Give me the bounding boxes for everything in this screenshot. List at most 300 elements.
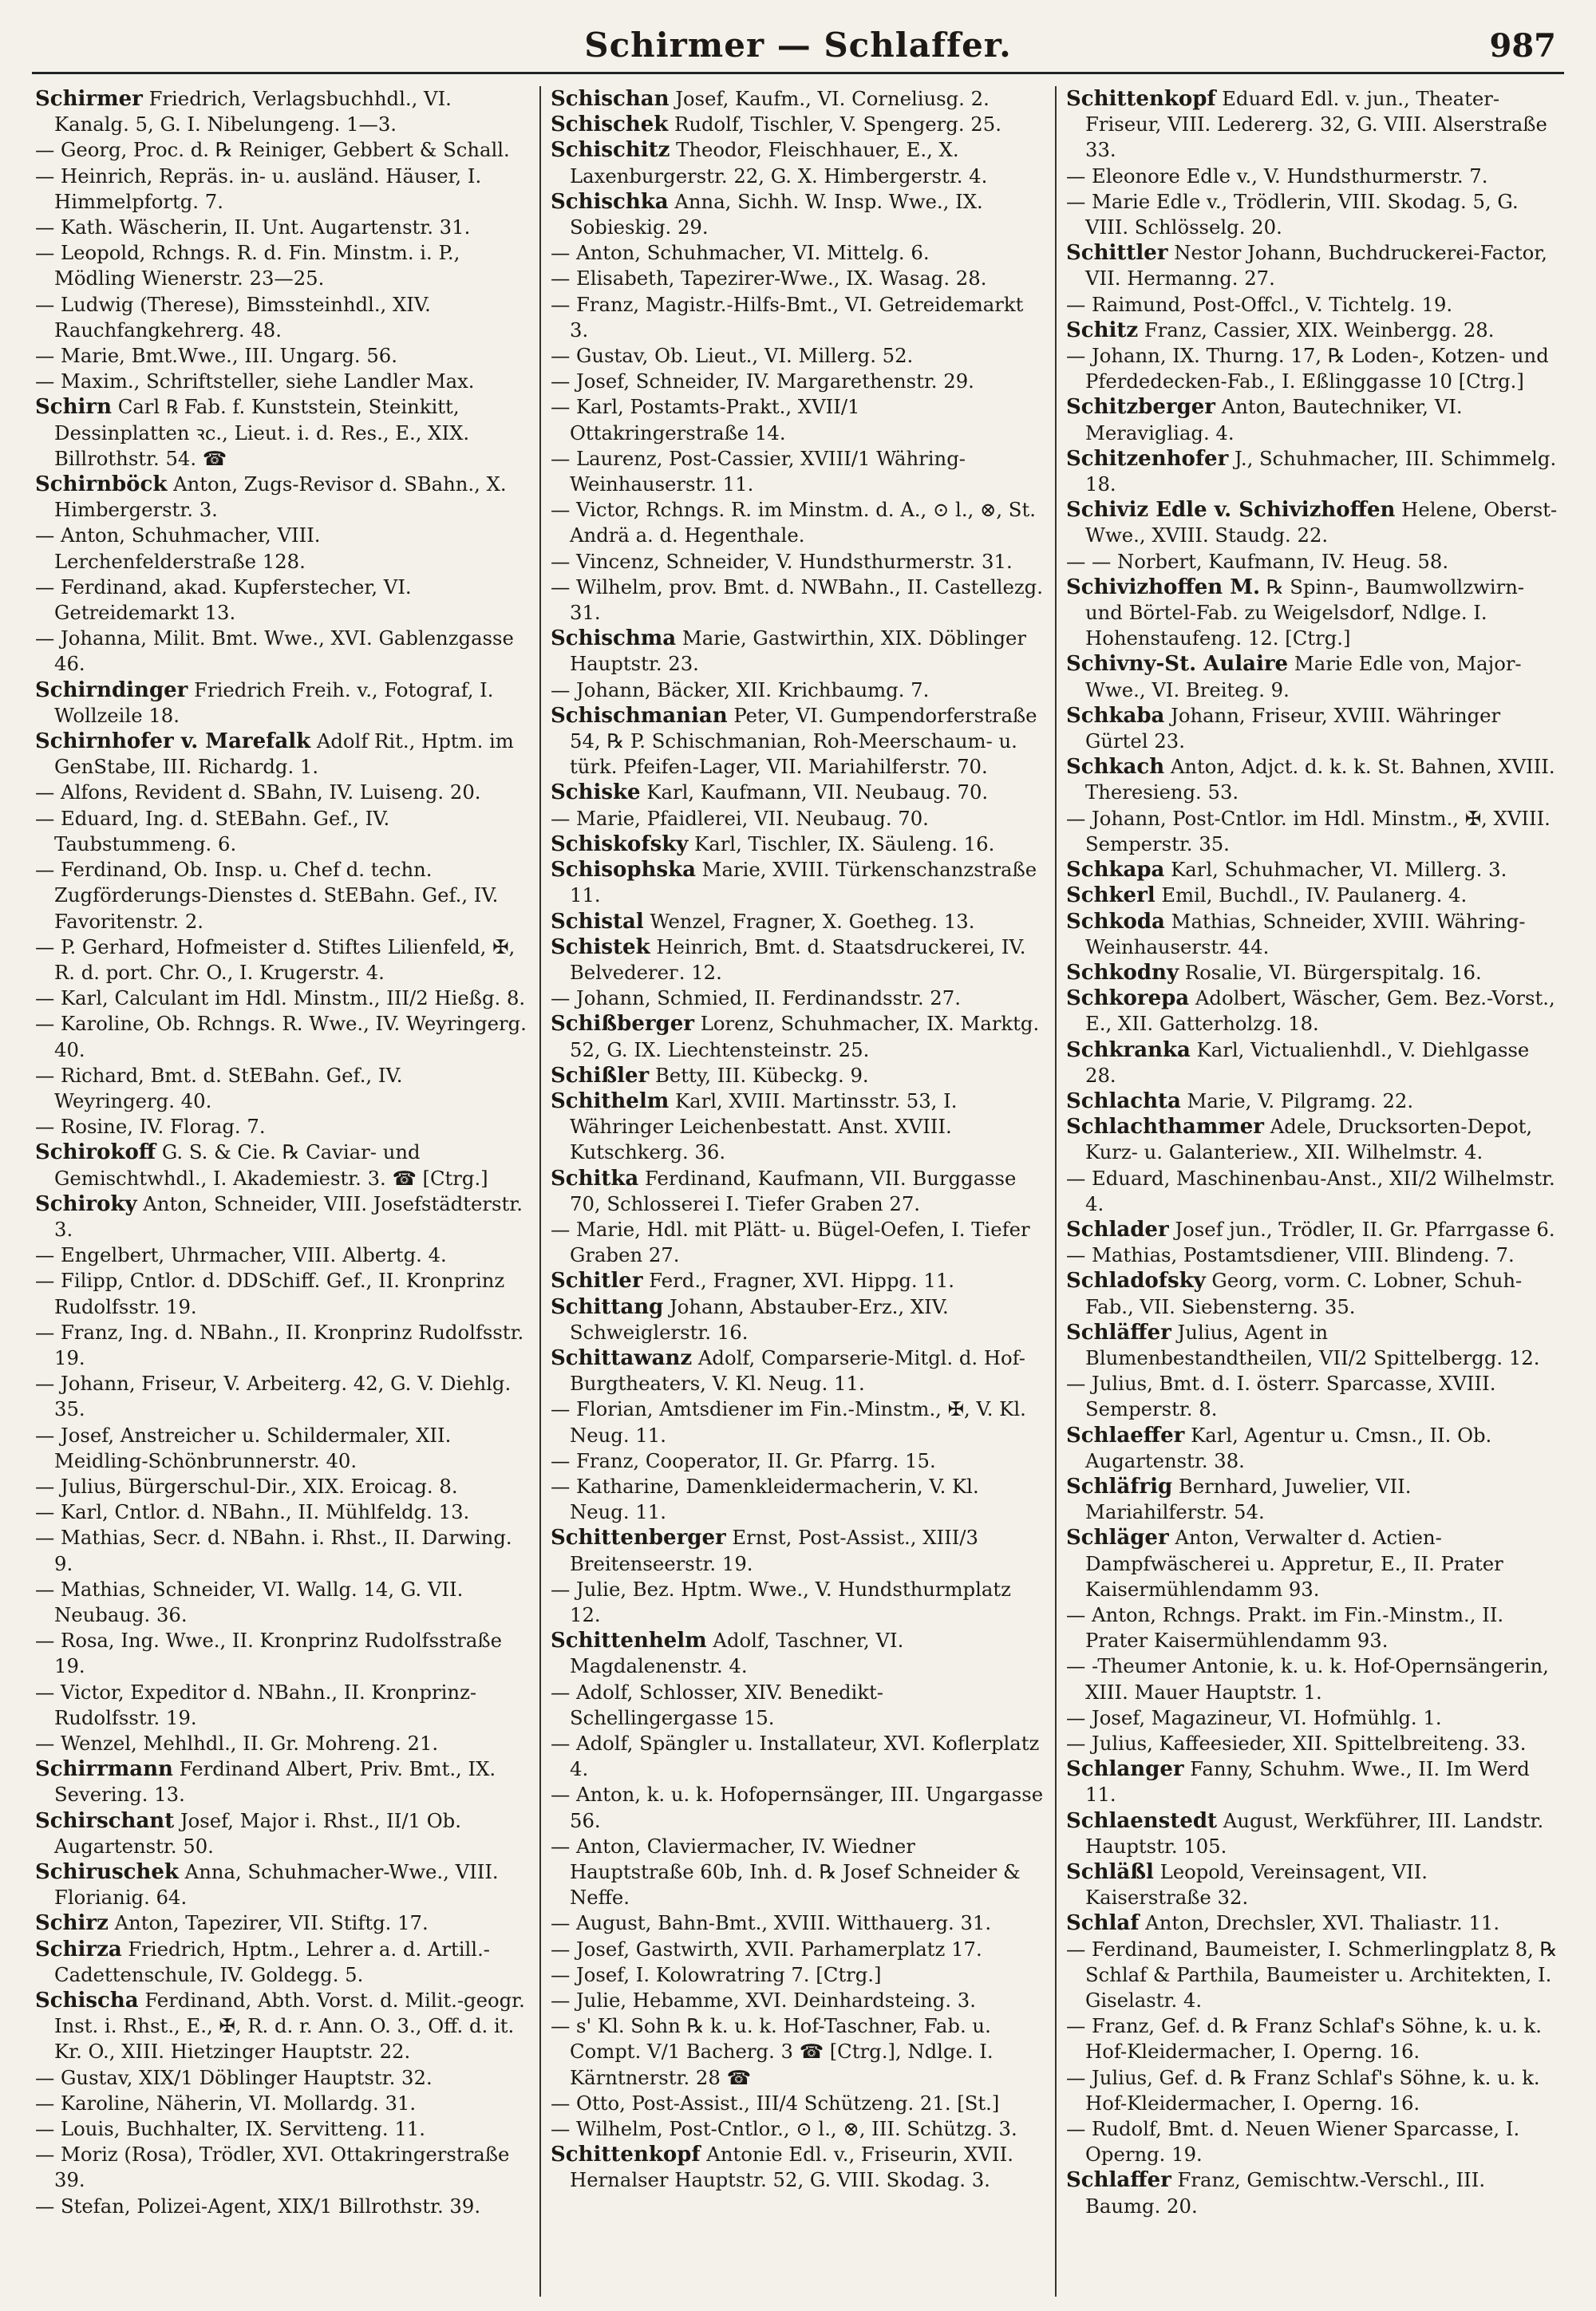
- entry-surname: Schlaenstedt: [1066, 1808, 1218, 1833]
- directory-entry: [551, 549, 1044, 575]
- directory-entry: [1066, 189, 1559, 240]
- directory-entry: [35, 240, 528, 291]
- directory-entry: [1066, 1166, 1559, 1217]
- directory-entry: [1066, 986, 1559, 1037]
- entry-surname: Schlanger: [1066, 1757, 1184, 1782]
- directory-entry: [551, 626, 1044, 677]
- directory-entry: [551, 292, 1044, 343]
- directory-entry: [1066, 2013, 1559, 2064]
- directory-entry: [551, 1834, 1044, 1911]
- entry-details: Lorenz, Schuhmacher, IX. Marktg. 52, G. IX. Liechtensteinstr. 25.: [570, 1012, 1040, 1061]
- entry-details: Marie, V. Pilgramg. 22.: [1180, 1088, 1414, 1112]
- entry-details: — Rudolf, Bmt. d. Neuen Wiener Sparcasse, I. Operng. 19.: [1066, 2117, 1520, 2167]
- entry-details: — Marie, Bmt.Wwe., III. Ungarg. 56.: [35, 344, 397, 368]
- column-2: [551, 86, 1044, 2297]
- entry-details: J., Schuhmacher, III. Schimmelg. 18.: [1085, 446, 1557, 496]
- entry-details: — Josef, Schneider, IV. Margarethenstr. 29.: [551, 369, 974, 393]
- directory-entry: [35, 1988, 528, 2065]
- entry-details: — -Theumer Antonie, k. u. k. Hof-Opernsängerin, XIII. Mauer Hauptstr. 1.: [1066, 1654, 1549, 1704]
- directory-entry: [35, 986, 528, 1011]
- entry-details: — Johann, Post-Cntlor. im Hdl. Minstm., ✠, XVIII. Semperstr. 35.: [1066, 806, 1551, 855]
- entry-details: — Stefan, Polizei-Agent, XIX/1 Billrothstr. 39.: [35, 2194, 481, 2218]
- entry-details: Georg, vorm. C. Lobner, Schuh-Fab., VII. Siebensterng. 35.: [1085, 1269, 1523, 1318]
- entry-surname: Schistal: [551, 909, 644, 934]
- directory-entry: [35, 2194, 528, 2219]
- directory-entry: [1066, 857, 1559, 883]
- entry-details: — Johann, IX. Thurng. 17, ℞ Loden-, Kotzen- und Pferdedecken-Fab., I. Eßlinggasse 10 [Ctrg.]: [1066, 344, 1549, 393]
- directory-entry: [551, 2091, 1044, 2116]
- directory-entry: [551, 1680, 1044, 1731]
- directory-entry: [35, 1937, 528, 1988]
- entry-surname: Schitler: [551, 1269, 643, 1294]
- directory-entry: [551, 703, 1044, 780]
- entry-details: — Adolf, Schlosser, XIV. Benedikt-Schellingergasse 15.: [551, 1680, 884, 1729]
- directory-entry: [551, 1577, 1044, 1628]
- entry-surname: Schirn: [35, 395, 112, 420]
- entry-details: Peter, VI. Gumpendorferstraße 54, ℞ P. Schischmanian, Roh-Meerschaum- u. türk. Pfeifen-Lager, VII. Mariahilferstr. 70.: [570, 703, 1037, 779]
- entry-surname: Schitz: [1066, 318, 1139, 342]
- entry-surname: Schläffer: [1066, 1320, 1171, 1345]
- entry-details: — Franz, Cooperator, II. Gr. Pfarrg. 15.: [551, 1448, 936, 1472]
- running-head: Schirmer — Schlaffer.: [584, 26, 1012, 65]
- entry-surname: Schivizhoffen M.: [1066, 575, 1261, 599]
- entry-details: — Johann, Bäcker, XII. Krichbaumg. 7.: [551, 677, 930, 701]
- entry-details: Anton, Adjct. d. k. k. St. Bahnen, XVIII. Theresieng. 53.: [1085, 755, 1555, 804]
- entry-surname: Schitzenhofer: [1066, 446, 1229, 471]
- entry-surname: Schischma: [551, 626, 677, 651]
- page-header: [32, 22, 1564, 74]
- directory-entry: [35, 2116, 528, 2142]
- entry-details: Carl ℞ Fab. f. Kunststein, Steinkitt, Dessinplatten ꝛc., Lieut. i. d. Res., E., XIX. Billrothstr. 54. ☎: [54, 395, 470, 470]
- entry-details: — Mathias, Secr. d. NBahn. i. Rhst., II. Darwing. 9.: [35, 1526, 512, 1575]
- directory-entry: [1066, 1731, 1559, 1756]
- directory-entry: [551, 1088, 1044, 1166]
- entry-details: Marie Edle von, Major-Wwe., VI. Breiteg. 9.: [1085, 652, 1522, 701]
- entry-details: — Eduard, Ing. d. StEBahn. Gef., IV. Taubstummeng. 6.: [35, 806, 390, 855]
- entry-surname: Schischan: [551, 87, 670, 111]
- directory-entry: [35, 523, 528, 574]
- directory-entry: [551, 1962, 1044, 1988]
- entry-surname: Schischek: [551, 113, 669, 137]
- entry-details: — Rosa, Ing. Wwe., II. Kronprinz Rudolfsstraße 19.: [35, 1629, 502, 1678]
- directory-entry: [35, 1423, 528, 1474]
- directory-entry: [35, 1731, 528, 1756]
- directory-entry: [35, 1756, 528, 1807]
- entry-surname: Schirokoff: [35, 1140, 156, 1165]
- entry-surname: Schischitz: [551, 138, 670, 163]
- entry-details: Nestor Johann, Buchdruckerei-Factor, VII. Hermanng. 27.: [1085, 241, 1547, 290]
- directory-entry: [1066, 1037, 1559, 1088]
- entry-surname: Schithelm: [551, 1088, 670, 1113]
- entry-details: — Franz, Gef. d. ℞ Franz Schlaf's Söhne, k. u. k. Hof-Kleidermacher, I. Operng. 16.: [1066, 2014, 1542, 2064]
- directory-entry: [35, 1859, 528, 1910]
- entry-surname: Schläßl: [1066, 1860, 1154, 1885]
- entry-details: — Vincenz, Schneider, V. Hundsthurmerstr. 31.: [551, 549, 1013, 573]
- directory-entry: [1066, 1653, 1559, 1705]
- entry-surname: Schläger: [1066, 1526, 1169, 1551]
- entry-details: Franz, Gemischtw.-Verschl., III. Baumg. 20.: [1085, 2168, 1486, 2218]
- column-divider: [539, 86, 541, 2297]
- entry-details: — Moriz (Rosa), Trödler, XVI. Ottakringerstraße 39.: [35, 2143, 510, 2192]
- entry-details: — Mathias, Schneider, VI. Wallg. 14, G. VII. Neubaug. 36.: [35, 1577, 464, 1626]
- directory-entry: [551, 1268, 1044, 1294]
- entry-details: Adolf, Comparserie-Mitgl. d. Hof-Burgtheaters, V. Kl. Neug. 11.: [570, 1345, 1026, 1396]
- entry-surname: Schittler: [1066, 241, 1168, 266]
- entry-surname: Schischa: [35, 1989, 139, 2013]
- entry-surname: Schitka: [551, 1166, 639, 1191]
- column-divider: [1055, 86, 1057, 2297]
- entry-details: — Leopold, Rchngs. R. d. Fin. Minstm. i. P., Mödling Wienerstr. 23—25.: [35, 241, 460, 290]
- directory-entry: [35, 2091, 528, 2116]
- entry-details: Ferdinand Albert, Priv. Bmt., IX. Severing. 13.: [54, 1757, 496, 1807]
- entry-surname: Schiske: [551, 780, 641, 805]
- directory-columns: [35, 86, 1570, 2297]
- entry-details: Fanny, Schuhm. Wwe., II. Im Werd 11.: [1085, 1757, 1530, 1807]
- entry-details: Adolbert, Wäscher, Gem. Bez.-Vorst., E., XII. Gatterholzg. 18.: [1085, 986, 1555, 1036]
- entry-surname: Schkerl: [1066, 883, 1156, 908]
- entry-details: Friedrich, Hptm., Lehrer a. d. Artill.-Cadettenschule, IV. Goldegg. 5.: [54, 1937, 490, 1986]
- entry-surname: Schkranka: [1066, 1037, 1191, 1062]
- directory-entry: [551, 2116, 1044, 2142]
- entry-surname: Schkapa: [1066, 858, 1165, 883]
- directory-entry: [1066, 806, 1559, 857]
- entry-details: — Karl, Cntlor. d. NBahn., II. Mühlfeldg. 13.: [35, 1500, 470, 1524]
- directory-entry: [1066, 1217, 1559, 1242]
- entry-surname: Schivny-St. Aulaire: [1066, 652, 1289, 677]
- entry-surname: Schlaffer: [1066, 2168, 1171, 2193]
- entry-details: — Alfons, Revident d. SBahn, IV. Luiseng. 20.: [35, 780, 481, 804]
- entry-surname: Schlachta: [1066, 1088, 1181, 1113]
- entry-details: — — Norbert, Kaufmann, IV. Heug. 58.: [1066, 549, 1449, 573]
- entry-details: Franz, Cassier, XIX. Weinbergg. 28.: [1138, 318, 1495, 342]
- directory-entry: [35, 1499, 528, 1525]
- directory-entry: [551, 832, 1044, 857]
- directory-entry: [35, 1680, 528, 1731]
- directory-entry: [35, 729, 528, 780]
- directory-entry: [1066, 240, 1559, 291]
- directory-entry: [1066, 1320, 1559, 1371]
- entry-details: — Julius, Bürgerschul-Dir., XIX. Eroicag. 8.: [35, 1474, 458, 1498]
- entry-details: Anton, Bautechniker, VI. Meravigliag. 4.: [1085, 395, 1463, 444]
- entry-details: Karl, Schuhmacher, VI. Millerg. 3.: [1164, 858, 1507, 882]
- directory-entry: [35, 292, 528, 343]
- entry-details: Karl, Kaufmann, VII. Neubaug. 70.: [640, 780, 989, 804]
- column-1: [35, 86, 528, 2297]
- entry-details: Theodor, Fleischhauer, E., X. Laxenburgerstr. 22, G. X. Himbergerstr. 4.: [570, 138, 988, 188]
- directory-entry: [1066, 1602, 1559, 1653]
- entry-details: G. S. & Cie. ℞ Caviar- und Gemischtwhdl., I. Akademiestr. 3. ☎ [Ctrg.]: [54, 1140, 488, 1190]
- directory-entry: [35, 626, 528, 677]
- directory-entry: [1066, 1705, 1559, 1731]
- entry-surname: Schittenhelm: [551, 1629, 707, 1653]
- directory-entry: [1066, 446, 1559, 497]
- directory-entry: [551, 857, 1044, 908]
- entry-details: Karl, Tischler, IX. Säuleng. 16.: [688, 832, 995, 855]
- entry-details: — Ludwig (Therese), Bimssteinhdl., XIV. Rauchfangkehrerg. 48.: [35, 292, 431, 342]
- entry-details: — Julius, Bmt. d. I. österr. Sparcasse, XVIII. Semperstr. 8.: [1066, 1372, 1496, 1421]
- directory-entry: [1066, 754, 1559, 805]
- entry-details: Johann, Abstauber-Erz., XIV. Schweiglerstr. 16.: [570, 1294, 949, 1344]
- directory-entry: [551, 2013, 1044, 2091]
- directory-entry: [35, 1808, 528, 1859]
- directory-entry: [551, 266, 1044, 291]
- directory-entry: [35, 1910, 528, 1936]
- entry-details: Wenzel, Fragner, X. Goetheg. 13.: [643, 909, 975, 933]
- entry-details: Anton, Drechsler, XVI. Thaliastr. 11.: [1139, 1911, 1500, 1935]
- directory-entry: [551, 677, 1044, 703]
- entry-details: Karl, Agentur u. Cmsn., II. Ob. Augartenstr. 38.: [1085, 1423, 1492, 1472]
- entry-details: — Louis, Buchhalter, IX. Servitteng. 11.: [35, 2117, 425, 2141]
- entry-details: Friedrich, Verlagsbuchhdl., VI. Kanalg. 5, G. I. Nibelungeng. 1—3.: [54, 87, 452, 136]
- directory-entry: [551, 1731, 1044, 1782]
- directory-entry: [551, 1782, 1044, 1833]
- entry-surname: Schitzberger: [1066, 395, 1216, 420]
- entry-details: — Victor, Expeditor d. NBahn., II. Kronprinz-Rudolfsstr. 19.: [35, 1680, 477, 1729]
- entry-surname: Schittenkopf: [551, 2143, 701, 2167]
- entry-details: Friedrich Freih. v., Fotograf, I. Wollzeile 18.: [54, 677, 494, 727]
- entry-details: Marie, Gastwirthin, XIX. Döblinger Hauptstr. 23.: [570, 626, 1027, 676]
- entry-details: — Florian, Amtsdiener im Fin.-Minstm., ✠, V. Kl. Neug. 11.: [551, 1397, 1026, 1447]
- directory-entry: [1066, 549, 1559, 575]
- entry-details: Rosalie, VI. Bürgerspitalg. 16.: [1179, 960, 1482, 984]
- entry-surname: Schirnböck: [35, 472, 168, 497]
- directory-entry: [35, 2142, 528, 2193]
- entry-details: — Victor, Rchngs. R. im Minstm. d. A., ⊙ l., ⊗, St. Andrä a. d. Hegenthale.: [551, 498, 1036, 547]
- entry-details: — Elisabeth, Tapezirer-Wwe., IX. Wasag. 28.: [551, 267, 987, 290]
- entry-surname: Schistek: [551, 934, 650, 959]
- entry-details: — Filipp, Cntlor. d. DDSchiff. Gef., II. Kronprinz Rudolfsstr. 19.: [35, 1269, 505, 1318]
- entry-details: Karl, Victualienhdl., V. Diehlgasse 28.: [1085, 1037, 1530, 1087]
- entry-details: — Karoline, Ob. Rchngs. R. Wwe., IV. Weyringerg. 40.: [35, 1012, 527, 1061]
- directory-entry: [551, 806, 1044, 832]
- directory-entry: [551, 112, 1044, 137]
- entry-surname: Schlaeffer: [1066, 1423, 1185, 1448]
- directory-entry: [35, 1140, 528, 1191]
- entry-details: — Ferdinand, Baumeister, I. Schmerlingplatz 8, ℞ Schlaf & Parthila, Baumeister u. Architekten, I. Giselastr. 4.: [1066, 1937, 1558, 2013]
- directory-entry: [1066, 497, 1559, 548]
- entry-details: — Marie Edle v., Trödlerin, VIII. Skodag. 5, G. VIII. Schlösselg. 20.: [1066, 189, 1519, 239]
- directory-entry: [551, 1937, 1044, 1962]
- entry-details: — Josef, Anstreicher u. Schildermaler, XII. Meidling-Schönbrunnerstr. 40.: [35, 1423, 452, 1472]
- entry-details: Helene, Oberst-Wwe., XVIII. Staudg. 22.: [1085, 498, 1558, 547]
- entry-details: Betty, III. Kübeckg. 9.: [649, 1063, 869, 1087]
- entry-surname: Schittang: [551, 1294, 664, 1319]
- entry-surname: Schkorepa: [1066, 986, 1190, 1011]
- entry-details: Ferdinand, Kaufmann, VII. Burggasse 70, Schlosserei I. Tiefer Graben 27.: [570, 1166, 1017, 1215]
- directory-entry: [1066, 1756, 1559, 1807]
- entry-details: — Eleonore Edle v., V. Hundsthurmerstr. 7.: [1066, 164, 1488, 188]
- directory-entry: [551, 446, 1044, 497]
- directory-entry: [551, 1217, 1044, 1268]
- directory-entry: [551, 1628, 1044, 1679]
- directory-entry: [551, 986, 1044, 1011]
- directory-entry: [35, 137, 528, 163]
- entry-surname: Schittawanz: [551, 1345, 693, 1370]
- entry-details: — Julie, Hebamme, XVI. Deinhardsteing. 3.: [551, 1989, 976, 2013]
- entry-details: Emil, Buchdl., IV. Paulanerg. 4.: [1155, 883, 1468, 907]
- entry-details: — Ferdinand, akad. Kupferstecher, VI. Getreidemarkt 13.: [35, 575, 412, 625]
- directory-entry: [1066, 960, 1559, 986]
- entry-surname: Schisophska: [551, 858, 696, 883]
- directory-entry: [35, 857, 528, 934]
- directory-entry: [1066, 1268, 1559, 1319]
- directory-entry: [1066, 292, 1559, 318]
- entry-surname: Schkodny: [1066, 960, 1179, 985]
- entry-details: — Rosine, IV. Florag. 7.: [35, 1115, 266, 1139]
- directory-entry: [551, 1294, 1044, 1345]
- entry-details: August, Werkführer, III. Landstr. Hauptstr. 105.: [1085, 1808, 1544, 1858]
- entry-details: Josef, Major i. Rhst., II/1 Ob. Augartenstr. 50.: [54, 1808, 461, 1858]
- entry-details: Mathias, Schneider, XVIII. Währing-Weinhauserstr. 44.: [1085, 909, 1526, 958]
- entry-details: — Johann, Friseur, V. Arbeiterg. 42, G. V. Diehlg. 35.: [35, 1372, 512, 1421]
- directory-entry: [35, 1063, 528, 1114]
- entry-surname: Schischmanian: [551, 703, 728, 728]
- entry-details: — Josef, I. Kolowratring 7. [Ctrg.]: [551, 1962, 882, 1986]
- directory-entry: [35, 1577, 528, 1628]
- directory-entry: [1066, 1937, 1559, 2014]
- directory-entry: [1066, 1525, 1559, 1602]
- entry-details: — Gustav, XIX/1 Döblinger Hauptstr. 32.: [35, 2065, 433, 2089]
- entry-surname: Schirza: [35, 1937, 122, 1961]
- directory-entry: [1066, 394, 1559, 445]
- directory-entry: [1066, 909, 1559, 960]
- entry-surname: Schlaf: [1066, 1911, 1140, 1936]
- directory-entry: [1066, 318, 1559, 343]
- directory-entry: [551, 497, 1044, 548]
- directory-entry: [35, 806, 528, 857]
- entry-details: — Wilhelm, Post-Cntlor., ⊙ l., ⊗, III. Schützg. 3.: [551, 2117, 1017, 2141]
- entry-surname: Schirndinger: [35, 677, 188, 702]
- directory-entry: [551, 86, 1044, 112]
- directory-entry: [551, 2142, 1044, 2193]
- entry-details: — Kath. Wäscherin, II. Unt. Augartenstr. 31.: [35, 215, 471, 239]
- entry-surname: Schirmer: [35, 87, 143, 111]
- directory-entry: [35, 472, 528, 523]
- entry-details: — Gustav, Ob. Lieut., VI. Millerg. 52.: [551, 344, 914, 368]
- entry-surname: Schittenkopf: [1066, 87, 1216, 111]
- directory-entry: [551, 1448, 1044, 1474]
- entry-details: — Anton, Schuhmacher, VI. Mittelg. 6.: [551, 241, 930, 265]
- entry-details: — Anton, Schuhmacher, VIII. Lerchenfelderstraße 128.: [35, 523, 321, 573]
- directory-entry: [1066, 343, 1559, 394]
- directory-entry: [1066, 1371, 1559, 1422]
- entry-details: — Franz, Ing. d. NBahn., II. Kronprinz Rudolfsstr. 19.: [35, 1320, 524, 1369]
- directory-entry: [35, 1242, 528, 1268]
- directory-entry: [35, 1525, 528, 1576]
- entry-details: — Katharine, Damenkleidermacherin, V. Kl. Neug. 11.: [551, 1474, 979, 1524]
- directory-entry: [35, 1114, 528, 1140]
- directory-entry: [1066, 2167, 1559, 2218]
- entry-surname: Schiskofsky: [551, 832, 689, 856]
- entry-surname: Schiroky: [35, 1191, 137, 1216]
- entry-details: Anna, Sichh. W. Insp. Wwe., IX. Sobieskig. 29.: [570, 189, 983, 239]
- entry-details: Rudolf, Tischler, V. Spengerg. 25.: [668, 113, 1001, 136]
- entry-details: — Franz, Magistr.-Hilfs-Bmt., VI. Getreidemarkt 3.: [551, 292, 1024, 342]
- entry-details: ℞ Spinn-, Baumwollzwirn- und Börtel-Fab. zu Weigelsdorf, Ndlge. I. Hohenstaufeng. 12. [Ctrg.]: [1085, 575, 1525, 650]
- directory-entry: [35, 1628, 528, 1679]
- entry-surname: Schladofsky: [1066, 1269, 1206, 1294]
- entry-details: Ferd., Fragner, XVI. Hippg. 11.: [642, 1269, 955, 1293]
- entry-details: — Karl, Calculant im Hdl. Minstm., III/2 Hießg. 8.: [35, 986, 526, 1010]
- entry-details: — Anton, k. u. k. Hofopernsänger, III. Ungargasse 56.: [551, 1783, 1044, 1832]
- entry-surname: Schischka: [551, 189, 669, 214]
- directory-entry: [35, 1268, 528, 1319]
- directory-entry: [551, 394, 1044, 445]
- directory-entry: [551, 137, 1044, 188]
- directory-entry: [35, 1320, 528, 1371]
- entry-details: Ernst, Post-Assist., XIII/3 Breitenseerstr. 19.: [570, 1526, 978, 1575]
- entry-details: Leopold, Vereinsagent, VII. Kaiserstraße 32.: [1085, 1860, 1428, 1910]
- entry-surname: Schlader: [1066, 1217, 1169, 1242]
- entry-details: — s' Kl. Sohn ℞ k. u. k. Hof-Taschner, Fab. u. Compt. V/1 Bacherg. 3 ☎ [Ctrg.], Ndlge. I. Kärntnerstr. 28 ☎: [551, 2014, 994, 2089]
- entry-details: — Eduard, Maschinenbau-Anst., XII/2 Wilhelmstr. 4.: [1066, 1166, 1555, 1215]
- entry-details: — Otto, Post-Assist., III/4 Schützeng. 21. [St.]: [551, 2091, 1000, 2115]
- entry-surname: Schirz: [35, 1911, 109, 1936]
- entry-details: Eduard Edl. v. jun., Theater-Friseur, VIII. Ledererg. 32, G. VIII. Alserstraße 33.: [1085, 87, 1547, 162]
- directory-entry: [1066, 1423, 1559, 1474]
- directory-entry: [35, 164, 528, 215]
- entry-details: — Wilhelm, prov. Bmt. d. NWBahn., II. Castellezg. 31.: [551, 575, 1043, 625]
- entry-details: Bernhard, Juwelier, VII. Mariahilferstr. 54.: [1085, 1474, 1412, 1524]
- entry-details: — Marie, Pfaidlerei, VII. Neubaug. 70.: [551, 806, 929, 830]
- directory-entry: [551, 1910, 1044, 1936]
- entry-surname: Schirnhofer v. Marefalk: [35, 729, 311, 754]
- entry-surname: Schißberger: [551, 1012, 694, 1037]
- entry-details: — Anton, Rchngs. Prakt. im Fin.-Minstm., II. Prater Kaisermühlendamm 93.: [1066, 1602, 1504, 1653]
- entry-surname: Schkaba: [1066, 703, 1165, 728]
- entry-details: — Johanna, Milit. Bmt. Wwe., XVI. Gablenzgasse 46.: [35, 626, 514, 676]
- entry-details: — Laurenz, Post-Cassier, XVIII/1 Währing-Weinhauserstr. 11.: [551, 446, 966, 496]
- directory-entry: [35, 1191, 528, 1242]
- directory-entry: [551, 1345, 1044, 1396]
- directory-entry: [35, 2065, 528, 2091]
- directory-entry: [551, 343, 1044, 369]
- directory-entry: [1066, 1242, 1559, 1268]
- directory-entry: [551, 1988, 1044, 2013]
- directory-entry: [551, 240, 1044, 266]
- directory-entry: [551, 934, 1044, 986]
- directory-entry: [551, 909, 1044, 934]
- entry-details: — Wenzel, Mehlhdl., II. Gr. Mohreng. 21.: [35, 1732, 439, 1755]
- directory-entry: [551, 1525, 1044, 1576]
- directory-entry: [1066, 1474, 1559, 1525]
- directory-entry: [1066, 1808, 1559, 1859]
- entry-details: — Heinrich, Repräs. in- u. ausländ. Häuser, I. Himmelpfortg. 7.: [35, 164, 482, 213]
- directory-entry: [35, 343, 528, 369]
- entry-details: Johann, Friseur, XVIII. Währinger Gürtel 23.: [1085, 703, 1501, 753]
- directory-entry: [35, 394, 528, 472]
- directory-entry: [35, 369, 528, 394]
- entry-details: — Karoline, Näherin, VI. Mollardg. 31.: [35, 2091, 417, 2115]
- entry-surname: Schkach: [1066, 755, 1165, 780]
- page-number: 987: [1489, 27, 1556, 65]
- directory-entry: [1066, 1910, 1559, 1936]
- entry-details: Anton, Verwalter d. Actien-Dampfwäscherei u. Appretur, E., II. Prater Kaisermühlendamm 93.: [1085, 1526, 1503, 1601]
- directory-entry: [35, 677, 528, 729]
- entry-details: — August, Bahn-Bmt., XVIII. Witthauerg. 31.: [551, 1911, 992, 1935]
- entry-details: — Ferdinand, Ob. Insp. u. Chef d. techn. Zugförderungs-Dienstes d. StEBahn. Gef., IV. Favoritenstr. 2.: [35, 858, 499, 933]
- entry-details: Karl, XVIII. Martinsstr. 53, I. Währinger Leichenbestatt. Anst. XVIII. Kutschkerg. 36.: [570, 1088, 958, 1164]
- directory-entry: [1066, 883, 1559, 908]
- entry-details: — Marie, Hdl. mit Plätt- u. Bügel-Oefen, I. Tiefer Graben 27.: [551, 1217, 1030, 1267]
- directory-entry: [1066, 575, 1559, 652]
- entry-details: — Raimund, Post-Offcl., V. Tichtelg. 19.: [1066, 292, 1453, 316]
- entry-details: — Adolf, Spängler u. Installateur, XVI. Koflerplatz 4.: [551, 1732, 1040, 1781]
- entry-details: — Georg, Proc. d. ℞ Reiniger, Gebbert & Schall.: [35, 138, 510, 162]
- entry-details: Adele, Drucksorten-Depot, Kurz- u. Galanteriew., XII. Wilhelmstr. 4.: [1085, 1115, 1533, 1164]
- directory-entry: [1066, 703, 1559, 754]
- entry-details: — Johann, Schmied, II. Ferdinandsstr. 27.: [551, 986, 961, 1010]
